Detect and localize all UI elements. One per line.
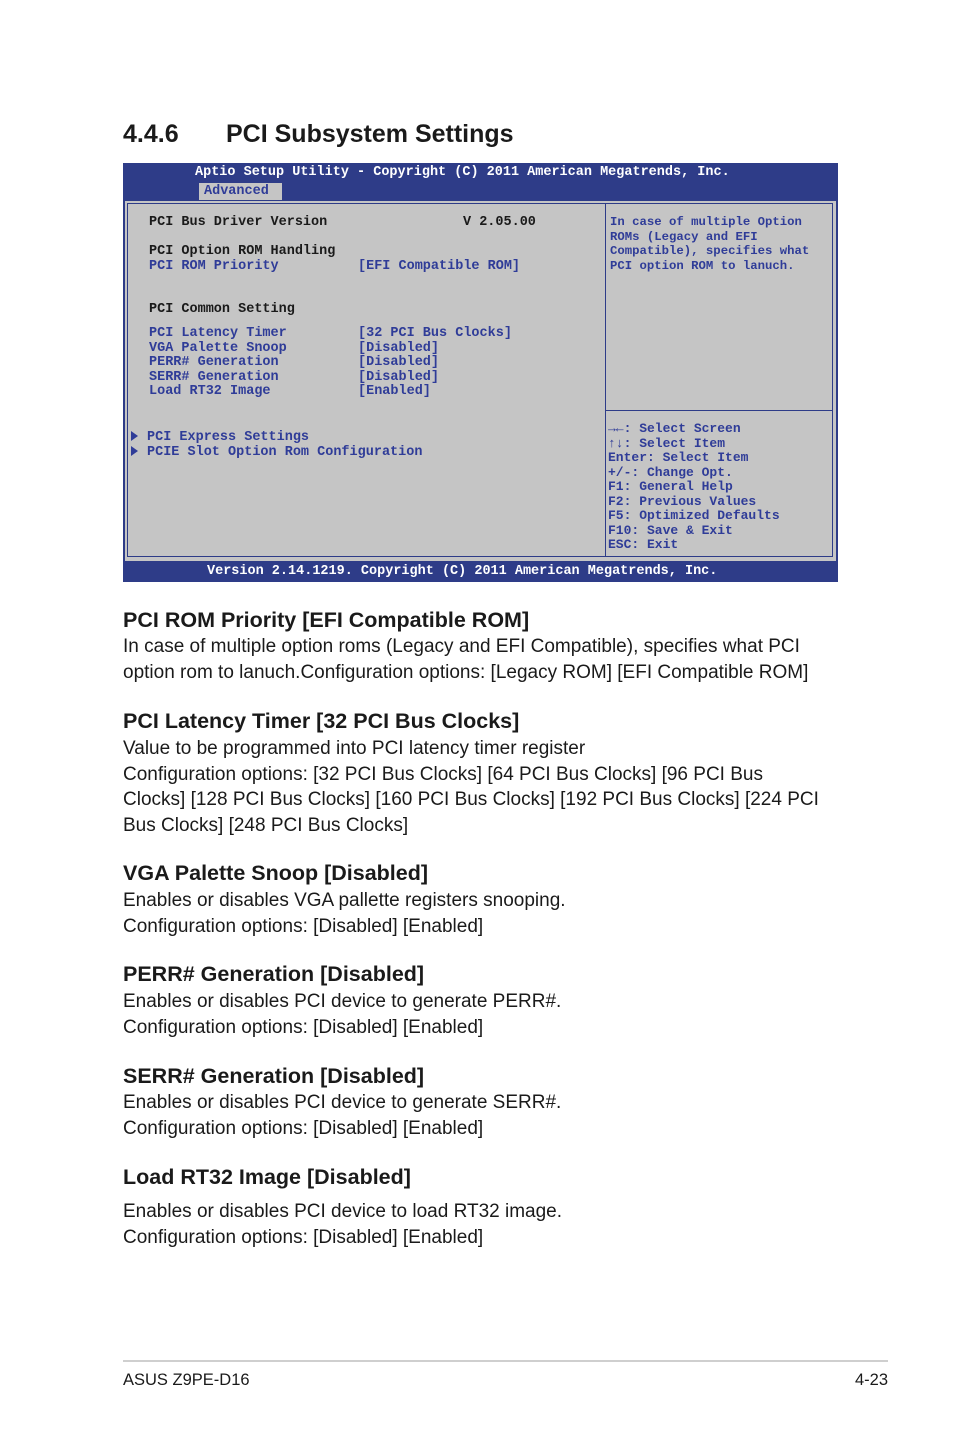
description-line: In case of multiple option roms (Legacy and EFI Compatible), specifies what PCI: [123, 636, 800, 657]
option-heading: SERR# Generation [Disabled]: [123, 1064, 425, 1088]
setting-value[interactable]: [Disabled]: [358, 341, 440, 356]
setting-value[interactable]: [Enabled]: [358, 384, 431, 399]
driver-version-label: PCI Bus Driver Version: [149, 215, 328, 230]
description-line: Configuration options: [Disabled] [Enabled]: [123, 1226, 484, 1248]
setting-label: SERR# Generation: [149, 370, 279, 385]
description-line: Configuration options: [Disabled] [Enabled]: [123, 1016, 484, 1038]
option-description: [123, 888, 843, 939]
rom-priority-row[interactable]: [149, 259, 521, 275]
key-select-screen: →←: Select Screen: [608, 421, 741, 436]
help-text: In case of multiple Option ROMs (Legacy and EFI Compatible), specifies what PCI option ROM to lanuch.: [610, 215, 810, 273]
key-save-exit: F10: Save & Exit: [608, 522, 733, 538]
section-title: [123, 120, 514, 149]
panel-divider: [605, 204, 606, 556]
option-description: [123, 736, 843, 838]
description-line: Enables or disables PCI device to generate PERR#.: [123, 991, 562, 1012]
key-esc-exit: ESC: Exit: [608, 537, 679, 552]
setting-row-latency-timer[interactable]: [149, 326, 512, 342]
key-enter: Enter: Select Item: [608, 450, 749, 465]
description-line: Configuration options: [32 PCI Bus Clocks] [64 PCI Bus Clocks] [96 PCI Bus: [123, 763, 763, 785]
bios-frame: [127, 203, 833, 557]
submenu-label: PCI Express Settings: [147, 430, 310, 445]
option-description: [123, 1090, 843, 1141]
setting-label: Load RT32 Image: [149, 384, 271, 399]
submenu-arrow-icon: [131, 446, 138, 456]
setting-label: PCI Latency Timer: [149, 326, 287, 341]
description-line: option rom to lanuch.Configuration options: [Legacy ROM] [EFI Compatible ROM]: [123, 661, 809, 683]
footer-page-number: 4-23: [854, 1371, 888, 1389]
key-legend: [608, 422, 780, 553]
option-heading: PERR# Generation [Disabled]: [123, 962, 425, 986]
submenu-pci-express-settings[interactable]: [131, 431, 309, 446]
key-change-opt: +/-: Change Opt.: [608, 464, 733, 480]
option-heading: Load RT32 Image [Disabled]: [123, 1165, 411, 1189]
setting-row-perr-generation[interactable]: [149, 355, 440, 371]
option-description: [123, 1199, 843, 1250]
bios-body: [125, 201, 836, 561]
help-divider: [605, 410, 832, 411]
tab-advanced[interactable]: Advanced: [199, 183, 282, 200]
description-line: Bus Clocks] [248 PCI Bus Clocks]: [123, 814, 409, 836]
option-heading: VGA Palette Snoop [Disabled]: [123, 861, 429, 885]
setting-label: PERR# Generation: [149, 355, 279, 370]
submenu-arrow-icon: [131, 431, 138, 441]
description-line: Value to be programmed into PCI latency timer register: [123, 738, 586, 759]
description-line: Configuration options: [Disabled] [Enabled]: [123, 915, 484, 937]
option-description: [123, 634, 843, 685]
driver-version-row: [149, 215, 536, 231]
bios-screenshot: [123, 163, 838, 582]
description-line: Clocks] [128 PCI Bus Clocks] [160 PCI Bus Clocks] [192 PCI Bus Clocks] [224 PCI: [123, 789, 819, 810]
section-number: 4.4.6: [123, 120, 179, 148]
setting-value[interactable]: [Disabled]: [358, 355, 440, 370]
description-line: Configuration options: [Disabled] [Enabled]: [123, 1117, 484, 1139]
description-line: Enables or disables PCI device to load RT32 image.: [123, 1201, 563, 1222]
key-select-item: ↑↓: Select Item: [608, 435, 726, 451]
bios-header: Aptio Setup Utility - Copyright (C) 2011 American Megatrends, Inc.: [195, 165, 730, 180]
rom-priority-label: PCI ROM Priority: [149, 259, 279, 274]
setting-value[interactable]: [32 PCI Bus Clocks]: [358, 326, 512, 341]
submenu-pcie-slot-option-rom[interactable]: [131, 446, 422, 461]
common-setting-heading: PCI Common Setting: [149, 302, 295, 317]
option-rom-heading: PCI Option ROM Handling: [149, 244, 336, 259]
option-heading: PCI ROM Priority [EFI Compatible ROM]: [123, 608, 530, 632]
submenu-label: PCIE Slot Option Rom Configuration: [147, 445, 423, 460]
rom-priority-value[interactable]: [EFI Compatible ROM]: [358, 259, 521, 274]
setting-label: VGA Palette Snoop: [149, 341, 287, 356]
key-general-help: F1: General Help: [608, 479, 733, 494]
bios-footer: Version 2.14.1219. Copyright (C) 2011 American Megatrends, Inc.: [207, 564, 718, 579]
footer-product: ASUS Z9PE-D16: [123, 1371, 250, 1389]
description-line: Enables or disables VGA pallette registers snooping.: [123, 890, 566, 911]
option-heading: PCI Latency Timer [32 PCI Bus Clocks]: [123, 709, 520, 733]
key-previous-values: F2: Previous Values: [608, 493, 757, 509]
driver-version-value: V 2.05.00: [463, 215, 536, 230]
section-title-text: PCI Subsystem Settings: [226, 120, 514, 148]
setting-value[interactable]: [Disabled]: [358, 370, 440, 385]
description-line: Enables or disables PCI device to generate SERR#.: [123, 1092, 562, 1113]
key-optimized-defaults: F5: Optimized Defaults: [608, 508, 780, 523]
footer-rule: [123, 1360, 888, 1362]
setting-row-load-rt32-image[interactable]: [149, 384, 431, 400]
option-description: [123, 989, 843, 1040]
